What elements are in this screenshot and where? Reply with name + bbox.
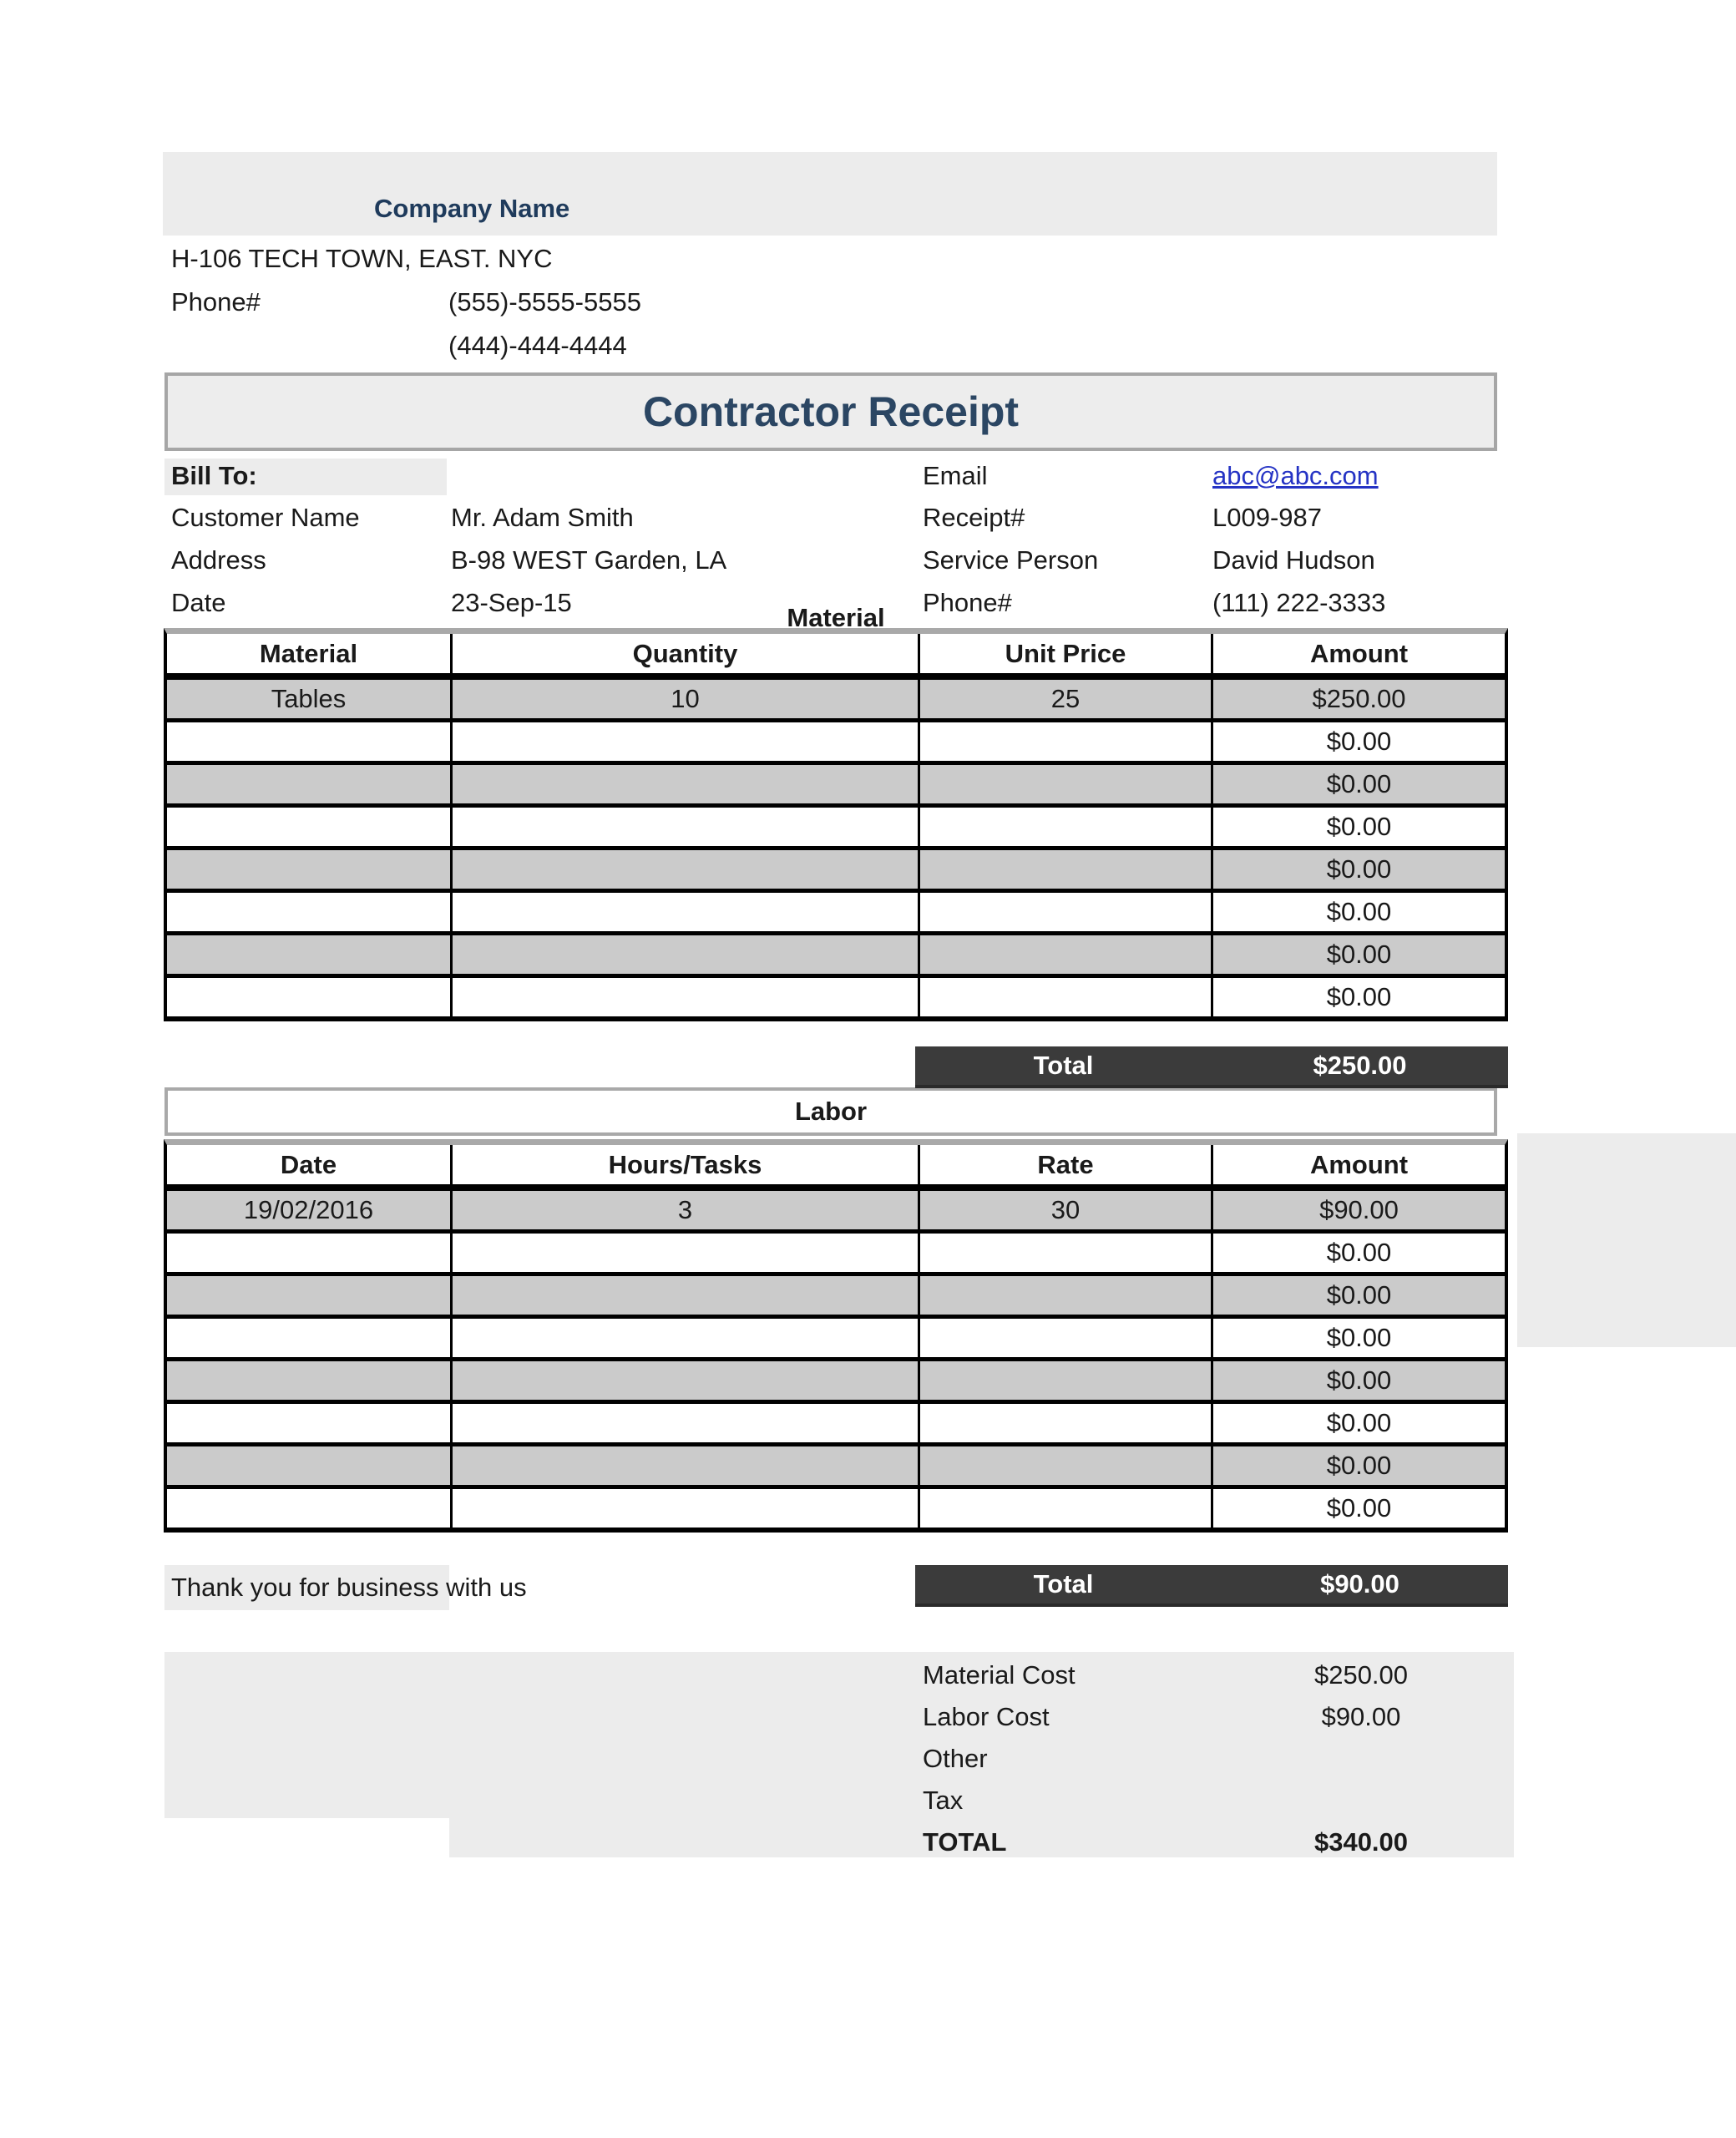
material-cell: $0.00 bbox=[1213, 765, 1505, 803]
material-section-title: Material bbox=[787, 603, 885, 632]
material-row bbox=[167, 978, 1505, 1016]
labor-row bbox=[167, 1319, 1505, 1361]
labor-header-row bbox=[167, 1145, 1505, 1191]
labor-cell: $0.00 bbox=[1213, 1404, 1505, 1442]
company-phone-2: (444)-444-4444 bbox=[448, 331, 627, 360]
material-cell: 25 bbox=[920, 680, 1213, 718]
material-cell bbox=[453, 978, 920, 1016]
material-cell bbox=[920, 850, 1213, 889]
material-cell bbox=[167, 893, 453, 931]
labor-cell bbox=[920, 1234, 1213, 1272]
labor-section-box bbox=[164, 1087, 1497, 1136]
labor-total-value: $90.00 bbox=[1320, 1569, 1399, 1598]
material-table bbox=[164, 628, 1508, 1021]
labor-cell bbox=[453, 1489, 920, 1528]
labor-cell: $0.00 bbox=[1213, 1489, 1505, 1528]
summary-label: Tax bbox=[923, 1786, 964, 1815]
labor-cell bbox=[920, 1446, 1213, 1485]
labor-row bbox=[167, 1361, 1505, 1404]
email-label: Email bbox=[923, 461, 988, 490]
labor-cell bbox=[167, 1276, 453, 1315]
labor-header-cell: Date bbox=[167, 1145, 453, 1184]
labor-cell bbox=[453, 1319, 920, 1357]
summary-total-label: TOTAL bbox=[923, 1827, 1007, 1857]
summary-total-value: $340.00 bbox=[1313, 1827, 1409, 1857]
material-row bbox=[167, 765, 1505, 808]
labor-cell: 19/02/2016 bbox=[167, 1191, 453, 1229]
material-cell bbox=[453, 850, 920, 889]
labor-cell bbox=[167, 1489, 453, 1528]
labor-header-cell: Rate bbox=[920, 1145, 1213, 1184]
labor-cell bbox=[920, 1489, 1213, 1528]
labor-cell bbox=[453, 1404, 920, 1442]
labor-cell: 30 bbox=[920, 1191, 1213, 1229]
material-cell: $250.00 bbox=[1213, 680, 1505, 718]
labor-cell bbox=[920, 1404, 1213, 1442]
material-cell: $0.00 bbox=[1213, 893, 1505, 931]
summary-value bbox=[1214, 1738, 1508, 1780]
material-header-cell: Amount bbox=[1213, 634, 1505, 673]
service-person-value: David Hudson bbox=[1212, 545, 1375, 575]
labor-section-title: Labor bbox=[794, 1097, 868, 1126]
labor-cell: $0.00 bbox=[1213, 1319, 1505, 1357]
bill-phone-label: Phone# bbox=[923, 588, 1012, 617]
email-link[interactable]: abc@abc.com bbox=[1212, 461, 1379, 490]
labor-table bbox=[164, 1139, 1508, 1533]
material-cell bbox=[920, 808, 1213, 846]
material-total-label: Total bbox=[1033, 1051, 1094, 1080]
labor-cell: $0.00 bbox=[1213, 1446, 1505, 1485]
material-row bbox=[167, 850, 1505, 893]
material-cell bbox=[920, 722, 1213, 761]
labor-row bbox=[167, 1276, 1505, 1319]
material-cell bbox=[920, 935, 1213, 974]
customer-name-label: Customer Name bbox=[171, 503, 360, 532]
material-cell bbox=[920, 893, 1213, 931]
material-cell bbox=[920, 978, 1213, 1016]
labor-cell: $0.00 bbox=[1213, 1234, 1505, 1272]
summary-label: Material Cost bbox=[923, 1660, 1076, 1690]
material-cell: $0.00 bbox=[1213, 808, 1505, 846]
material-total-value: $250.00 bbox=[1313, 1051, 1407, 1080]
material-header-cell: Unit Price bbox=[920, 634, 1213, 673]
material-cell bbox=[167, 935, 453, 974]
labor-total-bar bbox=[915, 1565, 1508, 1607]
labor-cell bbox=[167, 1234, 453, 1272]
labor-cell bbox=[167, 1404, 453, 1442]
thank-you-note: Thank you for business with us bbox=[171, 1573, 527, 1602]
labor-cell bbox=[453, 1276, 920, 1315]
material-cell bbox=[167, 765, 453, 803]
material-cell: Tables bbox=[167, 680, 453, 718]
company-name: Company Name bbox=[374, 194, 570, 223]
material-row bbox=[167, 935, 1505, 978]
labor-row bbox=[167, 1234, 1505, 1276]
page-title: Contractor Receipt bbox=[642, 388, 1020, 435]
customer-name-value: Mr. Adam Smith bbox=[451, 503, 634, 532]
material-cell bbox=[453, 935, 920, 974]
service-person-label: Service Person bbox=[923, 545, 1099, 575]
labor-cell bbox=[453, 1234, 920, 1272]
labor-cell bbox=[167, 1319, 453, 1357]
labor-cell bbox=[167, 1361, 453, 1400]
summary-box-notch bbox=[164, 1818, 449, 1857]
material-cell: $0.00 bbox=[1213, 935, 1505, 974]
labor-cell bbox=[920, 1319, 1213, 1357]
bill-to-label: Bill To: bbox=[171, 461, 257, 490]
labor-cell bbox=[167, 1446, 453, 1485]
address-value: B-98 WEST Garden, LA bbox=[451, 545, 727, 575]
material-cell: 10 bbox=[453, 680, 920, 718]
material-cell bbox=[453, 808, 920, 846]
company-address: H-106 TECH TOWN, EAST. NYC bbox=[171, 244, 553, 273]
summary-value: $90.00 bbox=[1321, 1702, 1401, 1731]
material-cell: $0.00 bbox=[1213, 978, 1505, 1016]
material-row bbox=[167, 680, 1505, 722]
material-cell bbox=[167, 850, 453, 889]
material-row bbox=[167, 808, 1505, 850]
material-cell bbox=[167, 978, 453, 1016]
date-value: 23-Sep-15 bbox=[451, 588, 572, 617]
labor-cell: $0.00 bbox=[1213, 1276, 1505, 1315]
labor-row bbox=[167, 1446, 1505, 1489]
material-row bbox=[167, 722, 1505, 765]
material-cell: $0.00 bbox=[1213, 722, 1505, 761]
material-cell bbox=[920, 765, 1213, 803]
labor-cell bbox=[920, 1361, 1213, 1400]
material-cell bbox=[453, 765, 920, 803]
summary-label: Labor Cost bbox=[923, 1702, 1050, 1731]
summary-value bbox=[1214, 1780, 1508, 1821]
bill-phone-value: (111) 222-3333 bbox=[1212, 588, 1386, 617]
labor-cell bbox=[453, 1446, 920, 1485]
material-header-row bbox=[167, 634, 1505, 680]
labor-row bbox=[167, 1489, 1505, 1528]
labor-total-label: Total bbox=[1033, 1569, 1094, 1598]
labor-row bbox=[167, 1191, 1505, 1234]
labor-row bbox=[167, 1404, 1505, 1446]
material-row bbox=[167, 893, 1505, 935]
labor-header-cell: Hours/Tasks bbox=[453, 1145, 920, 1184]
material-header-cell: Quantity bbox=[453, 634, 920, 673]
date-label: Date bbox=[171, 588, 226, 617]
labor-cell bbox=[453, 1361, 920, 1400]
summary-label: Other bbox=[923, 1744, 988, 1773]
labor-cell: 3 bbox=[453, 1191, 920, 1229]
company-header-block bbox=[163, 152, 1497, 236]
company-phone-label: Phone# bbox=[171, 287, 261, 317]
labor-header-cell: Amount bbox=[1213, 1145, 1505, 1184]
material-cell bbox=[453, 722, 920, 761]
receipt-number-label: Receipt# bbox=[923, 503, 1025, 532]
company-phone-1: (555)-5555-5555 bbox=[448, 287, 641, 317]
receipt-number-value: L009-987 bbox=[1212, 503, 1323, 532]
summary-value: $250.00 bbox=[1313, 1660, 1409, 1690]
material-cell bbox=[167, 722, 453, 761]
material-cell bbox=[167, 808, 453, 846]
labor-cell: $90.00 bbox=[1213, 1191, 1505, 1229]
receipt-title-box bbox=[164, 372, 1497, 451]
labor-cell bbox=[920, 1276, 1213, 1315]
material-total-bar bbox=[915, 1046, 1508, 1088]
material-header-cell: Material bbox=[167, 634, 453, 673]
material-cell bbox=[453, 893, 920, 931]
labor-cell: $0.00 bbox=[1213, 1361, 1505, 1400]
address-label: Address bbox=[171, 545, 266, 575]
material-cell: $0.00 bbox=[1213, 850, 1505, 889]
right-gray-block bbox=[1517, 1133, 1736, 1347]
